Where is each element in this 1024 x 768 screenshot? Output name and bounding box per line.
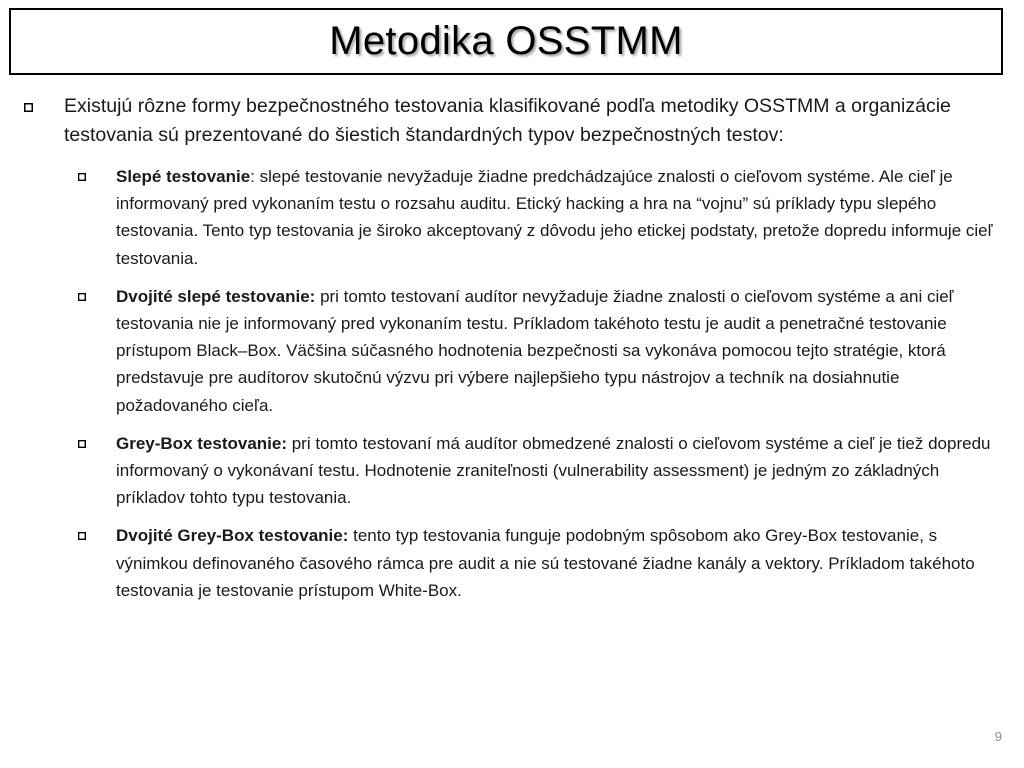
hollow-square-bullet-icon (76, 438, 88, 450)
list-item (76, 163, 997, 272)
list-item (76, 522, 997, 604)
list-item (76, 283, 997, 419)
item-text: pri tomto testovaní audítor nevyžaduje žiadne znalosti o cieľovom systéme a ani cieľ testovania nie je informovaný pred vykonaním testu. Príkladom takéhoto testu je audit a penetračné testovanie prístupom Black–Box. Väčšina súčasného hodnotenia bezpečnosti sa vykonáva pomocou tejto stratégie, ktorá predstavuje pre audítorov skutočnú výzvu pri výbere najlepšieho typu nástrojov a techník na dosiahnutie požadovaného cieľa. (116, 286, 954, 415)
item-text: pri tomto testovaní má audítor obmedzené znalosti o cieľovom systéme a cieľ je tiež dopredu informovaný o vykonávaní testu. Hodnotenie zraniteľnosti (vulnerability assessment) je jedným zo základných príkladov tohto typu testovania. (116, 433, 991, 508)
slide-content (22, 92, 997, 615)
item-text: : slepé testovanie nevyžaduje žiadne predchádzajúce znalosti o cieľovom systéme. Ale cieľ je informovaný pred vykonaním testu o rozsahu auditu. Etický hacking a hra na “vojnu” sú príklady typu slepého testovania. Tento typ testovania je široko akceptovaný z dôvodu jeho etickej podstaty, pretože dopredu informuje cieľ testovania. (116, 167, 993, 268)
hollow-square-bullet-icon (76, 530, 88, 542)
item-term: Grey-Box testovanie: (116, 433, 287, 453)
list-item (76, 430, 997, 512)
intro-bullet (22, 92, 997, 149)
page-number: 9 (994, 729, 1002, 744)
hollow-square-bullet-icon (76, 291, 88, 303)
item-term: Slepé testovanie (116, 167, 251, 186)
hollow-square-bullet-icon (76, 171, 88, 183)
hollow-square-bullet-icon (22, 101, 34, 113)
item-text: tento typ testovania funguje podobným spôsobom ako Grey-Box testovanie, s výnimkou definovaného časového rámca pre audit a nie sú testované žiadne kanály a vektory. Príkladom takéhoto testovania je testovanie prístupom White-Box. (116, 526, 975, 600)
slide-title: Metodika OSSTMM (329, 19, 683, 63)
intro-text: Existujú rôzne formy bezpečnostného testovania klasifikované podľa metodiky OSSTMM a organizácie testovania sú prezentované do šiestich štandardných typov bezpečnostných testov: (64, 95, 951, 146)
item-term: Dvojité Grey-Box testovanie: (116, 526, 349, 546)
title-box (9, 8, 1003, 75)
item-term: Dvojité slepé testovanie: (116, 286, 316, 306)
